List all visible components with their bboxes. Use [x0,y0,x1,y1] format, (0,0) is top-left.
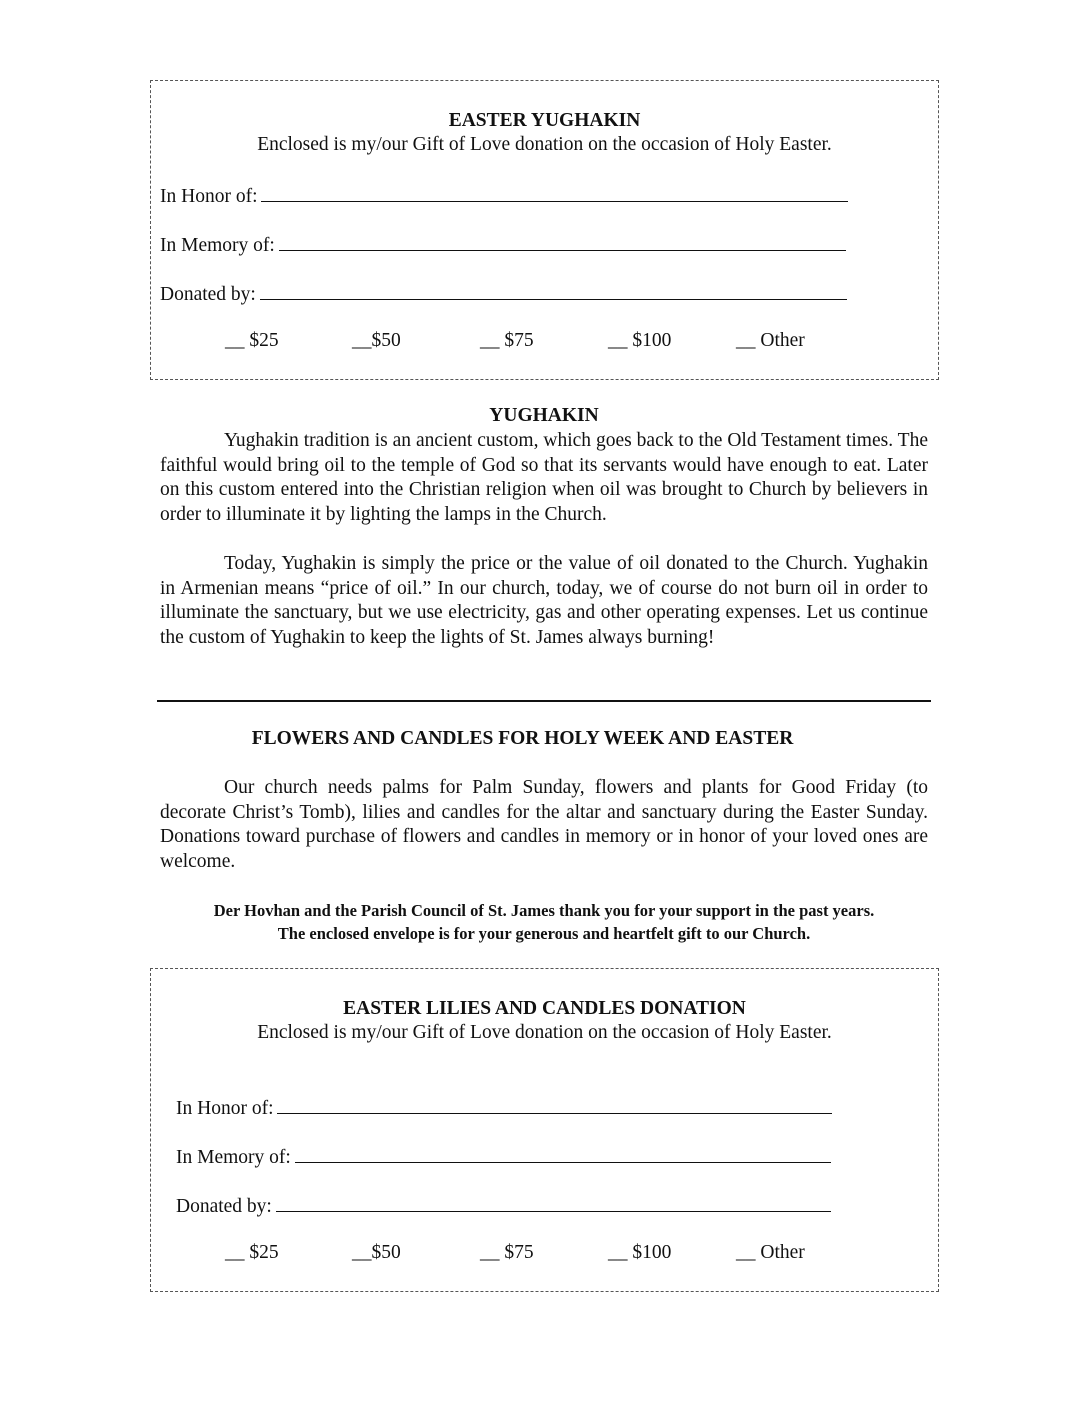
amount-option-100[interactable]: __ $100 [608,330,672,351]
in-memory-of-line[interactable] [295,1144,831,1163]
yughakin-heading: YUGHAKIN [489,405,599,426]
form-subtitle: Enclosed is my/our Gift of Love donation on the occasion of Holy Easter. [257,1022,832,1043]
in-honor-of-label: In Honor of: [176,1098,274,1119]
in-memory-of-field[interactable] [160,232,846,257]
donated-by-line[interactable] [276,1193,831,1212]
amount-option-75[interactable]: __ $75 [480,1242,534,1263]
amount-option-100[interactable]: __ $100 [608,1242,672,1263]
donated-by-field[interactable] [160,281,847,306]
easter-yughakin-form [150,80,939,380]
thank-you-line-1: Der Hovhan and the Parish Council of St. James thank you for your support in the past years. [213,901,875,920]
form-title: EASTER YUGHAKIN [448,110,641,131]
in-memory-of-field[interactable] [176,1144,831,1169]
flowers-paragraph: Our church needs palms for Palm Sunday, flowers and plants for Good Friday (to decorate Christ’s Tomb), lilies and candles for the altar and sanctuary during the Easter Sunday. Donations toward purchase of flowers and candles in memory or in honor of your loved ones are welcome. [160,777,928,872]
amount-option-50[interactable]: __$50 [352,1242,401,1263]
amount-option-25[interactable]: __ $25 [225,1242,279,1263]
in-memory-of-line[interactable] [279,232,846,251]
yughakin-paragraph-2: Today, Yughakin is simply the price or the value of oil donated to the Church. Yughakin in Armenian means “price of oil.” In our church, today, we of course do not burn oil in order to illuminate the sanctuary, but we use electricity, gas and other operating expenses. Let us continue the custom of Yughakin to keep the lights of St. James always burning! [160,553,928,648]
yughakin-paragraph-1: Yughakin tradition is an ancient custom, which goes back to the Old Testament times. The faithful would bring oil to the temple of God so that its servants would have enough to eat. Later on this custom entered into the Christian religion when oil was brought to Church by believers in order to illuminate it by lighting the lamps in the Church. [160,430,928,525]
thank-you-line-2: The enclosed envelope is for your generous and heartfelt gift to our Church. [277,924,811,943]
in-memory-of-label: In Memory of: [160,235,275,256]
in-memory-of-label: In Memory of: [176,1147,291,1168]
amount-option-50[interactable]: __$50 [352,330,401,351]
amount-option-75[interactable]: __ $75 [480,330,534,351]
in-honor-of-label: In Honor of: [160,186,258,207]
in-honor-of-field[interactable] [160,183,848,208]
easter-lilies-candles-form [150,968,939,1292]
in-honor-of-line[interactable] [277,1095,832,1114]
section-divider [157,700,931,702]
flowers-heading: FLOWERS AND CANDLES FOR HOLY WEEK AND EASTER [251,728,794,749]
form-subtitle: Enclosed is my/our Gift of Love donation on the occasion of Holy Easter. [257,134,832,155]
amount-option-other[interactable]: __ Other [736,1242,805,1263]
in-honor-of-field[interactable] [176,1095,832,1120]
donated-by-label: Donated by: [176,1196,272,1217]
donated-by-label: Donated by: [160,284,256,305]
form-title: EASTER LILIES AND CANDLES DONATION [343,998,746,1019]
amount-option-25[interactable]: __ $25 [225,330,279,351]
donated-by-field[interactable] [176,1193,831,1218]
in-honor-of-line[interactable] [261,183,848,202]
donated-by-line[interactable] [260,281,847,300]
amount-option-other[interactable]: __ Other [736,330,805,351]
